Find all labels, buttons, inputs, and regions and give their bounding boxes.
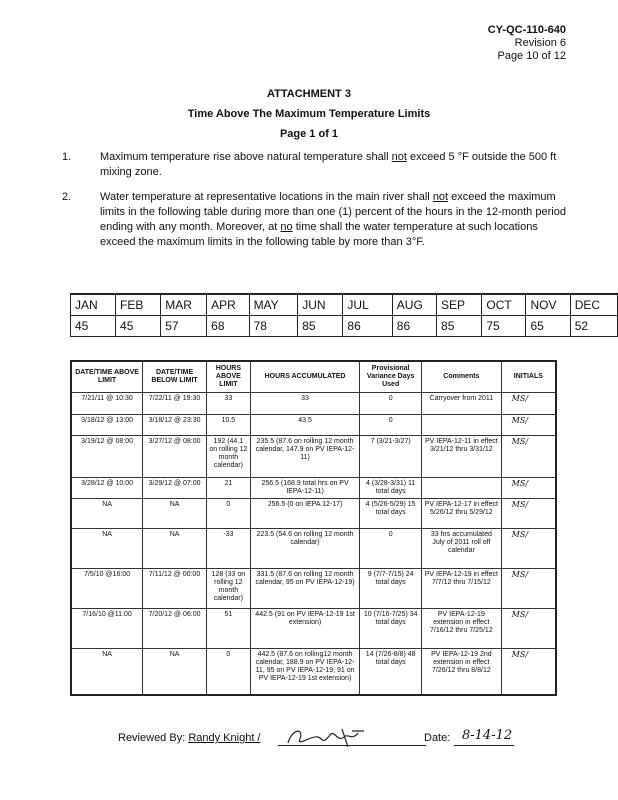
log-cell	[422, 415, 502, 436]
table-row	[71, 649, 556, 695]
month-label: AUG	[392, 294, 436, 316]
log-cell	[501, 529, 556, 569]
log-cell	[501, 436, 556, 478]
table-row	[71, 478, 556, 499]
log-cell: PV IEPA-12-19 2nd extension in effect 7/26/12 thru 8/8/12	[422, 649, 502, 695]
log-column-header: DATE/TIME ABOVE LIMIT	[71, 361, 143, 393]
log-cell: 33	[206, 393, 250, 415]
review-date: 8-14-12	[462, 728, 513, 743]
month-limit-value: 45	[71, 316, 116, 337]
log-cell: 9 (7/7-7/15) 24 total days	[360, 569, 422, 609]
log-cell	[501, 569, 556, 609]
log-cell: 235.5 (87.6 on rolling 12 month calendar, 147.9 on PV IEPA-12-11)	[250, 436, 359, 478]
revision-number: Revision 6	[514, 37, 566, 49]
log-cell: 43.5	[250, 415, 359, 436]
log-cell: 7/21/11 @ 10:30	[71, 393, 143, 415]
log-cell: 223.5 (54.6 on rolling 12 month calendar)	[250, 529, 359, 569]
initials: MS/	[511, 416, 529, 425]
month-label: MAR	[161, 294, 207, 316]
log-cell: 7/22/11 @ 19:30	[143, 393, 207, 415]
log-cell: 0	[360, 415, 422, 436]
month-limit-value: 85	[298, 316, 343, 337]
log-cell: NA	[143, 529, 207, 569]
month-limit-value: 86	[343, 316, 392, 337]
date-line	[454, 745, 514, 746]
log-cell: 0	[206, 499, 250, 529]
log-cell: 10 (7/16-7/25) 34 total days	[360, 609, 422, 649]
log-cell: 0	[360, 393, 422, 415]
log-cell: 256.5 (168.9 total hrs on PV IEPA-12-11)	[250, 478, 359, 499]
log-cell: 3/18/12 @ 13:00	[71, 415, 143, 436]
log-cell: 51	[206, 609, 250, 649]
month-limit-value: 57	[161, 316, 207, 337]
initials: MS/	[511, 394, 529, 403]
table-row	[71, 393, 556, 415]
requirement-text: Water temperature at representative locations in the main river shall not exceed the maximum limits in the following table during more than one (1) percent of the hours in the 12-month period ending with any month. Moreover, at no time shall the water temperature at such locations exceed the maximum limits in the following table by more than 3°F.	[100, 191, 566, 248]
log-cell	[422, 478, 502, 499]
month-label: OCT	[482, 294, 526, 316]
log-cell: 14 (7/26-8/8) 48 total days	[360, 649, 422, 695]
review-line	[118, 732, 260, 744]
requirement-number: 1.	[62, 151, 72, 163]
month-header-row	[71, 294, 618, 316]
initials: MS/	[511, 530, 529, 539]
initials: MS/	[511, 479, 529, 488]
attachment-subject: Time Above The Maximum Temperature Limits	[187, 108, 431, 120]
date-label: Date:	[424, 732, 451, 744]
log-cell: 4 (5/26-5/29) 15 total days	[360, 499, 422, 529]
document-header	[488, 24, 566, 63]
log-cell: 0	[360, 529, 422, 569]
log-cell	[501, 649, 556, 695]
month-label: SEP	[437, 294, 482, 316]
log-column-header: Comments	[422, 361, 502, 393]
log-column-header: HOURS ACCUMULATED	[250, 361, 359, 393]
month-label: APR	[207, 294, 249, 316]
requirement-number: 2.	[62, 191, 72, 203]
log-cell: 7/5/10 @16:00	[71, 569, 143, 609]
table-row	[71, 499, 556, 529]
log-cell: PV IEPA-12-19 extension in effect 7/16/12 thru 7/25/12	[422, 609, 502, 649]
log-header-row	[71, 361, 556, 393]
log-cell	[501, 609, 556, 649]
log-cell: -33	[206, 529, 250, 569]
initials: MS/	[511, 570, 529, 579]
log-cell: 33	[250, 393, 359, 415]
month-limit-value: 68	[207, 316, 249, 337]
month-limit-value: 86	[392, 316, 436, 337]
log-column-header: HOURS ABOVE LIMIT	[206, 361, 250, 393]
log-cell: 331.5 (87.6 on rolling 12 month calendar, 95 on PV IEPA-12-19)	[250, 569, 359, 609]
initials: MS/	[511, 650, 529, 659]
log-column-header: INITIALS	[501, 361, 556, 393]
log-cell: NA	[71, 529, 143, 569]
log-cell: 442.5 (87.6 on rolling12 month calendar, 188.9 on PV IEPA-12-11, 95 on PV IEPA-12-19, 91 on PV IEPA-12-19 1st extension)	[250, 649, 359, 695]
log-cell: NA	[71, 649, 143, 695]
log-cell: 0	[206, 649, 250, 695]
log-cell	[501, 499, 556, 529]
reviewer-name: Randy Knight /	[188, 732, 261, 744]
month-label: DEC	[570, 294, 617, 316]
log-cell: 21	[206, 478, 250, 499]
log-column-header: Provisional Variance Days Used	[360, 361, 422, 393]
log-cell: 7 (3/21-3/27)	[360, 436, 422, 478]
title-block	[0, 84, 618, 144]
log-cell: NA	[143, 499, 207, 529]
initials: MS/	[511, 437, 529, 446]
log-cell: PV IEPA-12-19 in effect 7/7/12 thru 7/15/12	[422, 569, 502, 609]
log-cell	[501, 478, 556, 499]
month-label: NOV	[526, 294, 570, 316]
log-cell: NA	[143, 649, 207, 695]
month-label: FEB	[116, 294, 161, 316]
month-limit-value: 78	[249, 316, 298, 337]
initials: MS/	[511, 500, 529, 509]
table-row	[71, 436, 556, 478]
month-label: JAN	[71, 294, 116, 316]
document-id: CY-QC-110-640	[487, 24, 566, 36]
log-cell	[501, 415, 556, 436]
log-cell: 7/11/12 @ 00:00	[143, 569, 207, 609]
log-cell: 7/16/10 @11:00	[71, 609, 143, 649]
log-cell: PV IEPA-12-11 in effect 3/21/12 thru 3/31/12	[422, 436, 502, 478]
month-label: JUL	[343, 294, 392, 316]
table-row	[71, 569, 556, 609]
log-column-header: DATE/TIME BELOW LIMIT	[143, 361, 207, 393]
log-cell: Carryover from 2011	[422, 393, 502, 415]
log-cell: NA	[71, 499, 143, 529]
log-cell: 128 (33 on rolling 12 month calendar)	[206, 569, 250, 609]
month-limit-value: 75	[482, 316, 526, 337]
temperature-log-table	[70, 360, 557, 696]
log-cell: 3/27/12 @ 08:00	[143, 436, 207, 478]
log-cell: 3/18/12 @ 23:30	[143, 415, 207, 436]
page-number: Page 10 of 12	[497, 50, 566, 62]
log-cell: 7/20/12 @ 06:00	[143, 609, 207, 649]
log-cell: 3/29/12 @ 07:00	[143, 478, 207, 499]
table-row	[71, 609, 556, 649]
monthly-limits-table	[70, 293, 618, 337]
month-limit-value: 65	[526, 316, 570, 337]
month-values-row	[71, 316, 618, 337]
log-cell: 3/19/12 @ 08:00	[71, 436, 143, 478]
attachment-page: Page 1 of 1	[279, 128, 339, 140]
month-limit-value: 85	[437, 316, 482, 337]
log-cell: PV IEPA-12-17 in effect 5/26/12 thru 5/29/12	[422, 499, 502, 529]
log-cell: 3/28/12 @ 10:00	[71, 478, 143, 499]
attachment-title: ATTACHMENT 3	[267, 88, 351, 100]
log-body	[71, 393, 556, 695]
reviewed-by-label: Reviewed By:	[118, 732, 186, 744]
log-cell: 4 (3/28-3/31) 11 total days	[360, 478, 422, 499]
log-cell: 33 hrs accumulated July of 2011 roll off calendar	[422, 529, 502, 569]
table-row	[71, 529, 556, 569]
requirement-text: Maximum temperature rise above natural temperature shall not exceed 5 °F outside the 500 ft mixing zone.	[100, 151, 557, 178]
log-cell: 10.5	[206, 415, 250, 436]
initials: MS/	[511, 610, 529, 619]
reviewer-signature	[282, 725, 382, 751]
log-cell: 256.5 (0 on IEPA 12-17)	[250, 499, 359, 529]
month-label: JUN	[298, 294, 343, 316]
month-label: MAY	[249, 294, 298, 316]
log-cell: 192 (44.1 on rolling 12 month calendar)	[206, 436, 250, 478]
month-limit-value: 45	[116, 316, 161, 337]
log-cell	[501, 393, 556, 415]
month-limit-value: 52	[570, 316, 617, 337]
log-cell: 442.5 (91 on PV IEPA-12-19 1st extension)	[250, 609, 359, 649]
table-row	[71, 415, 556, 436]
